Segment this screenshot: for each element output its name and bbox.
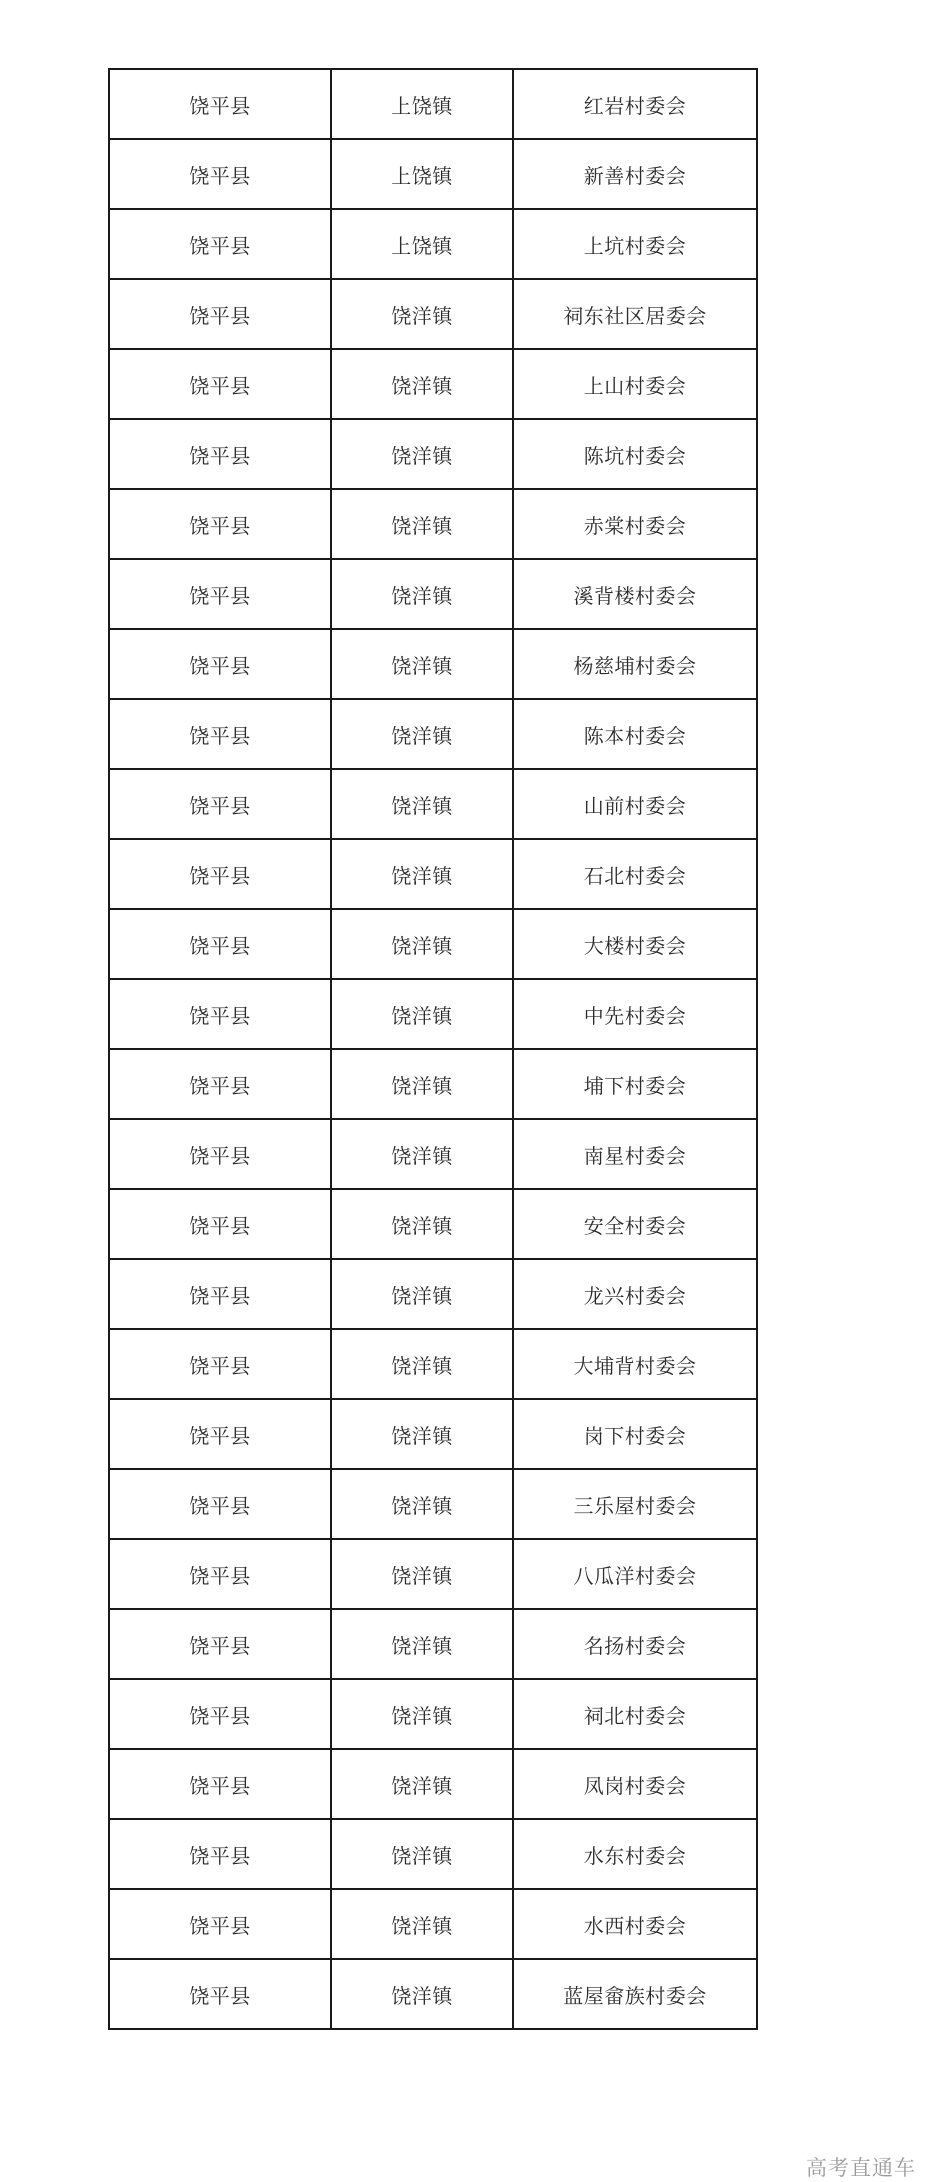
town-cell: 饶洋镇 — [331, 1119, 513, 1189]
town-cell: 饶洋镇 — [331, 979, 513, 1049]
table-row — [109, 1889, 757, 1959]
committee-cell: 上山村委会 — [513, 349, 757, 419]
committee-cell: 八瓜洋村委会 — [513, 1539, 757, 1609]
committee-cell: 祠北村委会 — [513, 1679, 757, 1749]
table-row — [109, 1189, 757, 1259]
county-cell: 饶平县 — [109, 1189, 331, 1259]
table-row — [109, 419, 757, 489]
table-row — [109, 1539, 757, 1609]
county-cell: 饶平县 — [109, 489, 331, 559]
table-body — [109, 69, 757, 2029]
committee-cell: 南星村委会 — [513, 1119, 757, 1189]
town-cell: 饶洋镇 — [331, 419, 513, 489]
county-cell: 饶平县 — [109, 1049, 331, 1119]
county-cell: 饶平县 — [109, 69, 331, 139]
county-cell: 饶平县 — [109, 629, 331, 699]
town-cell: 饶洋镇 — [331, 1609, 513, 1679]
county-cell: 饶平县 — [109, 1609, 331, 1679]
table-row — [109, 1119, 757, 1189]
town-cell: 饶洋镇 — [331, 559, 513, 629]
town-cell: 饶洋镇 — [331, 1399, 513, 1469]
town-cell: 饶洋镇 — [331, 1049, 513, 1119]
town-cell: 饶洋镇 — [331, 279, 513, 349]
town-cell: 饶洋镇 — [331, 489, 513, 559]
table-row — [109, 1959, 757, 2029]
town-cell: 上饶镇 — [331, 209, 513, 279]
county-cell: 饶平县 — [109, 1889, 331, 1959]
table-row — [109, 69, 757, 139]
committee-cell: 陈坑村委会 — [513, 419, 757, 489]
town-cell: 上饶镇 — [331, 69, 513, 139]
town-cell: 饶洋镇 — [331, 1189, 513, 1259]
table-row — [109, 1399, 757, 1469]
county-cell: 饶平县 — [109, 1469, 331, 1539]
committee-cell: 上坑村委会 — [513, 209, 757, 279]
table-row — [109, 1469, 757, 1539]
committee-cell: 红岩村委会 — [513, 69, 757, 139]
committee-cell: 名扬村委会 — [513, 1609, 757, 1679]
county-cell: 饶平县 — [109, 909, 331, 979]
table-row — [109, 699, 757, 769]
county-cell: 饶平县 — [109, 1959, 331, 2029]
county-cell: 饶平县 — [109, 1749, 331, 1819]
county-cell: 饶平县 — [109, 1329, 331, 1399]
table-row — [109, 559, 757, 629]
town-cell: 饶洋镇 — [331, 1679, 513, 1749]
village-committee-table — [108, 68, 758, 2030]
table-row — [109, 839, 757, 909]
committee-cell: 水西村委会 — [513, 1889, 757, 1959]
watermark-text: 高考直通车 — [806, 2156, 916, 2180]
committee-cell: 赤棠村委会 — [513, 489, 757, 559]
county-cell: 饶平县 — [109, 769, 331, 839]
town-cell: 饶洋镇 — [331, 839, 513, 909]
town-cell: 饶洋镇 — [331, 1329, 513, 1399]
county-cell: 饶平县 — [109, 279, 331, 349]
town-cell: 饶洋镇 — [331, 629, 513, 699]
table-row — [109, 1329, 757, 1399]
committee-cell: 中先村委会 — [513, 979, 757, 1049]
table-row — [109, 1259, 757, 1329]
table-row — [109, 979, 757, 1049]
committee-cell: 水东村委会 — [513, 1819, 757, 1889]
committee-cell: 祠东社区居委会 — [513, 279, 757, 349]
committee-cell: 埔下村委会 — [513, 1049, 757, 1119]
table-row — [109, 769, 757, 839]
county-cell: 饶平县 — [109, 1399, 331, 1469]
county-cell: 饶平县 — [109, 699, 331, 769]
town-cell: 饶洋镇 — [331, 1469, 513, 1539]
town-cell: 饶洋镇 — [331, 769, 513, 839]
county-cell: 饶平县 — [109, 1679, 331, 1749]
table-row — [109, 139, 757, 209]
committee-cell: 陈本村委会 — [513, 699, 757, 769]
committee-cell: 山前村委会 — [513, 769, 757, 839]
committee-cell: 三乐屋村委会 — [513, 1469, 757, 1539]
table-row — [109, 349, 757, 419]
county-cell: 饶平县 — [109, 1119, 331, 1189]
committee-cell: 岗下村委会 — [513, 1399, 757, 1469]
town-cell: 饶洋镇 — [331, 1259, 513, 1329]
table-row — [109, 1819, 757, 1889]
committee-cell: 溪背楼村委会 — [513, 559, 757, 629]
committee-cell: 大楼村委会 — [513, 909, 757, 979]
town-cell: 上饶镇 — [331, 139, 513, 209]
table-row — [109, 629, 757, 699]
committee-cell: 大埔背村委会 — [513, 1329, 757, 1399]
county-cell: 饶平县 — [109, 1539, 331, 1609]
county-cell: 饶平县 — [109, 979, 331, 1049]
committee-cell: 凤岗村委会 — [513, 1749, 757, 1819]
table-row — [109, 1679, 757, 1749]
committee-cell: 龙兴村委会 — [513, 1259, 757, 1329]
county-cell: 饶平县 — [109, 1819, 331, 1889]
county-cell: 饶平县 — [109, 839, 331, 909]
table-row — [109, 209, 757, 279]
committee-cell: 杨慈埔村委会 — [513, 629, 757, 699]
county-cell: 饶平县 — [109, 419, 331, 489]
county-cell: 饶平县 — [109, 139, 331, 209]
town-cell: 饶洋镇 — [331, 349, 513, 419]
county-cell: 饶平县 — [109, 349, 331, 419]
town-cell: 饶洋镇 — [331, 699, 513, 769]
committee-cell: 安全村委会 — [513, 1189, 757, 1259]
table-row — [109, 1609, 757, 1679]
table-row — [109, 1049, 757, 1119]
committee-cell: 蓝屋畲族村委会 — [513, 1959, 757, 2029]
town-cell: 饶洋镇 — [331, 909, 513, 979]
county-cell: 饶平县 — [109, 1259, 331, 1329]
town-cell: 饶洋镇 — [331, 1959, 513, 2029]
town-cell: 饶洋镇 — [331, 1819, 513, 1889]
town-cell: 饶洋镇 — [331, 1749, 513, 1819]
table-row — [109, 279, 757, 349]
table-row — [109, 909, 757, 979]
village-table-container — [108, 68, 758, 2030]
table-row — [109, 1749, 757, 1819]
table-row — [109, 489, 757, 559]
town-cell: 饶洋镇 — [331, 1539, 513, 1609]
town-cell: 饶洋镇 — [331, 1889, 513, 1959]
county-cell: 饶平县 — [109, 559, 331, 629]
committee-cell: 石北村委会 — [513, 839, 757, 909]
county-cell: 饶平县 — [109, 209, 331, 279]
committee-cell: 新善村委会 — [513, 139, 757, 209]
